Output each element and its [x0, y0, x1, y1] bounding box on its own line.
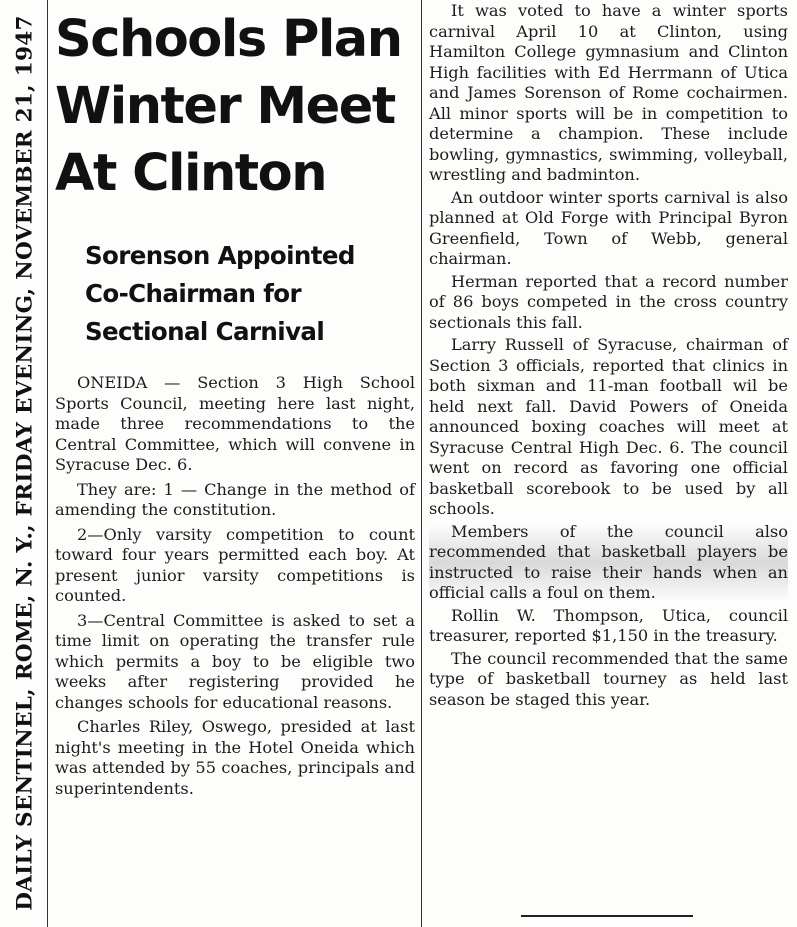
paragraph: Charles Riley, Oswego, presided at last night's meeting in the Hotel Oneida which was attended by 55 coaches, principals and superintendents. [55, 717, 415, 798]
dateline: DAILY SENTINEL, ROME, N. Y., FRIDAY EVENING, NOVEMBER 21, 1947 [12, 15, 38, 911]
left-column [55, 6, 415, 799]
article-body-right [429, 1, 788, 710]
paragraph: Larry Russell of Syracuse, chairman of Section 3 officials, reported that clinics in both sixman and 11-man football wil be held next fall. David Powers of Oneida announced boxing coaches will meet at Syracuse Central High Dec. 6. The council went on record as favoring one official basketball scorebook to be used by all schools. [429, 335, 788, 518]
paragraph: It was voted to have a winter sports carnival April 10 at Clinton, using Hamilton College gymnasium and Clinton High facilities with Ed Herrmann of Utica and James Sorenson of Rome cochairmen. All minor sports will be in competition to determine a champion. These include bowling, gymnastics, swimming, volleyball, wrestling and badminton. [429, 1, 788, 184]
headline: Schools Plan Winter Meet At Clinton [55, 10, 402, 203]
dateline-strip [6, 0, 44, 927]
right-column [429, 1, 788, 710]
column-rule-middle [421, 0, 422, 927]
paragraph: An outdoor winter sports carnival is also planned at Old Forge with Principal Byron Greenfield, Town of Webb, general chairman. [429, 187, 788, 268]
paragraph: 2—Only varsity competition to count toward four years permitted each boy. At present junior varsity competitions is counted. [55, 524, 415, 605]
end-of-article-rule [521, 915, 693, 917]
paragraph: Rollin W. Thompson, Utica, council treasurer, reported $1,150 in the treasury. [429, 605, 788, 645]
paragraph: The council recommended that the same type of basketball tourney as held last season be staged this year. [429, 648, 788, 709]
paragraph: ONEIDA — Section 3 High School Sports Council, meeting here last night, made three recommendations to the Central Committee, which will convene in Syracuse Dec. 6. [55, 373, 415, 474]
paragraph: Herman reported that a record number of 86 boys competed in the cross country sectionals this fall. [429, 271, 788, 332]
paragraph: They are: 1 — Change in the method of amending the constitution. [55, 479, 415, 519]
paragraph: 3—Central Committee is asked to set a time limit on operating the transfer rule which permits a boy to be eligible two weeks after registering provided he changes schools for educational reasons. [55, 610, 415, 712]
paragraph: Members of the council also recommended that basketball players be instructed to raise their hands when an official calls a foul on them. [429, 521, 788, 602]
column-rule-left [47, 0, 48, 927]
article-body-left [55, 373, 415, 799]
subheadline: Sorenson Appointed Co-Chairman for Sectional Carnival [85, 241, 355, 346]
